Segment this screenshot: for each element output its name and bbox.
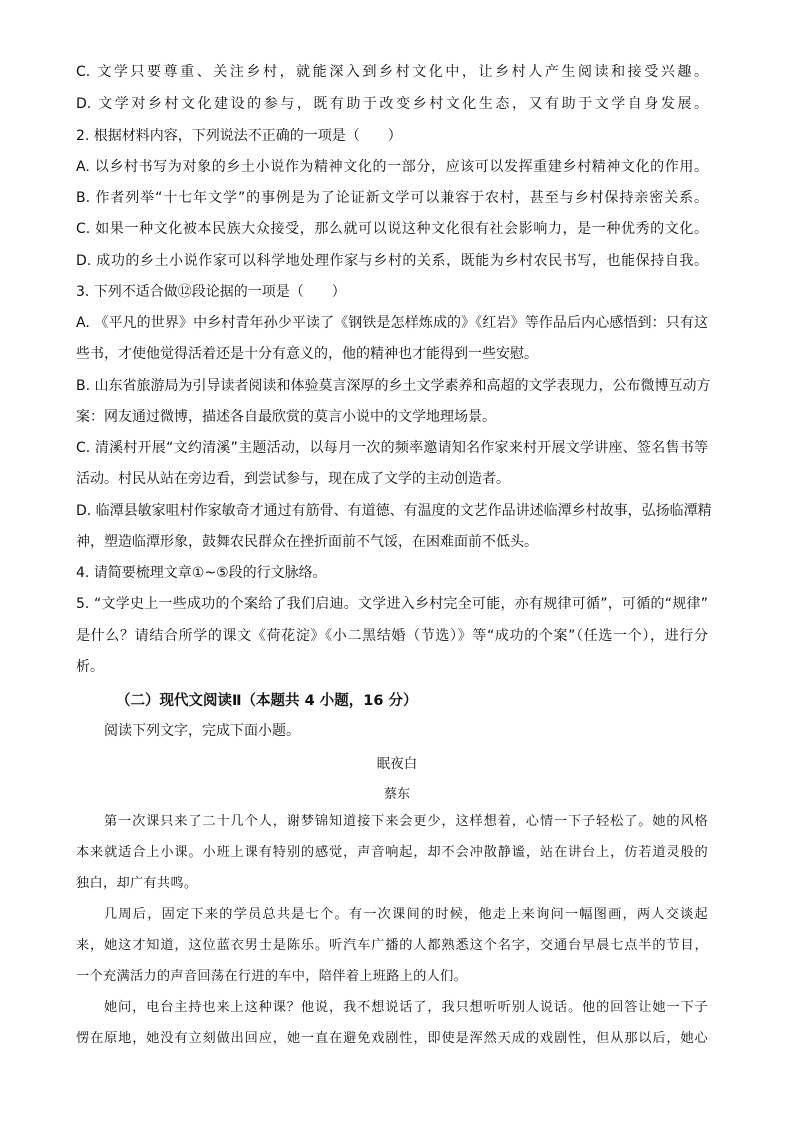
q3-option-c-line2: 活动。村民从站在旁边看，到尝试参与，现在成了文学的主动创造者。 — [76, 471, 510, 487]
q1-option-c: C. 文学只要尊重、关注乡村，就能深入到乡村文化中，让乡村人产生阅读和接受兴趣。 — [76, 64, 708, 80]
story-p1-line2: 本来就适合上小课。小班上课有特别的感觉，声音响起，却不会冲散静谧，站在讲台上，仿若道灵般的 — [76, 845, 708, 860]
q5-line2: 是什么？请结合所学的课文《荷花淀》《小二黑结婚（节选）》等“成功的个案”（任选一个），进行分 — [76, 628, 708, 644]
q3-option-b-line1: B. 山东省旅游局为引导读者阅读和体验莫言深厚的乡土文学素养和高超的文学表现力，公布微博互动方 — [76, 378, 711, 394]
q1-option-d: D. 文学对乡村文化建设的参与，既有助于改变乡村文化生态，又有助于文学自身发展。 — [76, 96, 708, 112]
story-p2-line1: 几周后，固定下来的学员总共是七个。有一次课间的时候，他走上来询问一幅图画，两人交谈起 — [104, 907, 708, 922]
story-author: 蔡东 — [383, 787, 410, 802]
section-heading: （二）现代文阅读Ⅱ（本题共 4 小题，16 分） — [116, 693, 418, 709]
q2-option-d: D. 成功的乡土小说作家可以科学地处理作家与乡村的关系，既能为乡村农民书写，也能保持自我。 — [76, 253, 708, 269]
section-instruction: 阅读下列文字，完成下面小题。 — [104, 723, 300, 739]
q3-option-b-line2: 案：网友通过微博，描述各自最欣赏的莫言小说中的文学地理场景。 — [76, 409, 496, 425]
q2-option-a: A. 以乡村书写为对象的乡土小说作为精神文化的一部分，应该可以发挥重建乡村精神文化的作用。 — [76, 159, 708, 175]
q2-option-c: C. 如果一种文化被本民族大众接受，那么就可以说这种文化很有社会影响力，是一种优秀的文化。 — [76, 221, 708, 237]
q3-option-c-line1: C. 清溪村开展“文约清溪”主题活动，以每月一次的频率邀请知名作家来村开展文学讲座、签名售书等 — [76, 440, 708, 456]
story-p2-line3: 一个充满活力的声音回荡在行进的车中，陪伴着上班路上的人们。 — [76, 969, 468, 984]
story-p2-line2: 来，她这才知道，这位蓝衣男士是陈乐。听汽车广播的人都熟悉这个名字，交通台早晨七点半的节目， — [76, 938, 708, 953]
q3-option-d-line1: D. 临潭县敏家咀村作家敏奇才通过有筋骨、有道德、有温度的文艺作品讲述临潭乡村故事，弘扬临潭精 — [76, 503, 712, 519]
q4-stem: 4. 请简要梳理文章①~⑤段的行文脉络。 — [76, 565, 327, 581]
q2-option-b: B. 作者列举“十七年文学”的事例是为了论证新文学可以兼容于农村，甚至与乡村保持亲密关系。 — [76, 190, 708, 206]
story-p1-line1: 第一次课只来了二十几个人，谢梦锦知道接下来会更少，这样想着，心情一下子轻松了。她的风格 — [104, 814, 708, 829]
story-p3-line2: 愣在原地，她没有立刻做出回应，她一直在避免戏剧性，即使是浑然天成的戏剧性，但从那以后，她心 — [76, 1031, 708, 1046]
q3-option-a-line1: A. 《平凡的世界》中乡村青年孙少平读了《钢铁是怎样炼成的》《红岩》等作品后内心感悟到：只有这 — [76, 315, 708, 331]
story-title: 眠夜白 — [376, 756, 418, 772]
q3-option-d-line2: 神，塑造临潭形象，鼓舞农民群众在挫折面前不气馁，在困难面前不低头。 — [76, 534, 538, 550]
q5-line3: 析。 — [76, 659, 104, 675]
story-p3-line1: 她问，电台主持也来上这种课？他说，我不想说话了，我只想听听别人说话。他的回答让她一下子 — [104, 1000, 708, 1015]
q3-option-a-line2: 些书，才使他觉得活着还是十分有意义的，他的精神也才能得到一些安慰。 — [76, 346, 538, 362]
story-p1-line3: 独白，却广有共鸣。 — [76, 876, 198, 891]
q5-line1: 5. “文学史上一些成功的个案给了我们启迪。文学进入乡村完全可能，亦有规律可循”，可循的“规律” — [76, 596, 708, 612]
q2-stem: 2. 根据材料内容，下列说法不正确的一项是（ ） — [76, 128, 402, 144]
q3-stem: 3. 下列不适合做⑫段论据的一项是（ ） — [76, 284, 346, 300]
